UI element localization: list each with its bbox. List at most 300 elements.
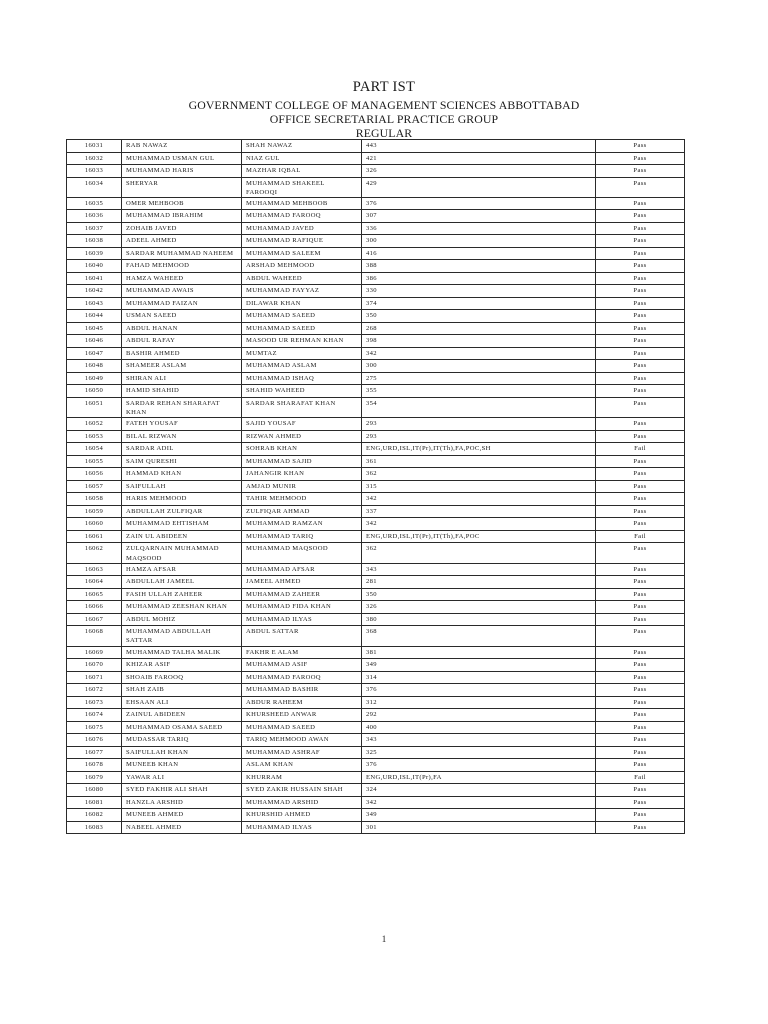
marks-cell: 376 bbox=[362, 684, 596, 697]
marks-cell: 336 bbox=[362, 222, 596, 235]
result-cell: Pass bbox=[596, 322, 685, 335]
roll-number-cell: 16051 bbox=[67, 397, 122, 417]
result-cell: Pass bbox=[596, 430, 685, 443]
result-cell: Pass bbox=[596, 165, 685, 178]
student-name-cell: OMER MEHBOOB bbox=[122, 197, 242, 210]
result-cell: Pass bbox=[596, 626, 685, 646]
result-cell: Pass bbox=[596, 480, 685, 493]
result-cell: Pass bbox=[596, 709, 685, 722]
marks-cell: 343 bbox=[362, 563, 596, 576]
roll-number-cell: 16044 bbox=[67, 310, 122, 323]
result-cell: Pass bbox=[596, 335, 685, 348]
roll-number-cell: 16057 bbox=[67, 480, 122, 493]
result-cell: Pass bbox=[596, 272, 685, 285]
roll-number-cell: 16036 bbox=[67, 210, 122, 223]
roll-number-cell: 16033 bbox=[67, 165, 122, 178]
table-row bbox=[67, 177, 685, 197]
roll-number-cell: 16053 bbox=[67, 430, 122, 443]
table-row bbox=[67, 601, 685, 614]
marks-cell: 368 bbox=[362, 626, 596, 646]
roll-number-cell: 16080 bbox=[67, 784, 122, 797]
father-name-cell: MUHAMMAD SAEED bbox=[242, 310, 362, 323]
father-name-cell: TAHIR MEHMOOD bbox=[242, 493, 362, 506]
result-cell: Pass bbox=[596, 235, 685, 248]
result-cell: Pass bbox=[596, 418, 685, 431]
table-row bbox=[67, 360, 685, 373]
student-name-cell: FAHAD MEHMOOD bbox=[122, 260, 242, 273]
marks-cell: 275 bbox=[362, 372, 596, 385]
student-name-cell: SHIRAN ALI bbox=[122, 372, 242, 385]
marks-cell: 354 bbox=[362, 397, 596, 417]
result-cell: Pass bbox=[596, 210, 685, 223]
table-row bbox=[67, 505, 685, 518]
table-row bbox=[67, 696, 685, 709]
father-name-cell: MUHAMMAD ARSHID bbox=[242, 796, 362, 809]
marks-cell: 416 bbox=[362, 247, 596, 260]
table-row bbox=[67, 247, 685, 260]
table-row bbox=[67, 784, 685, 797]
roll-number-cell: 16043 bbox=[67, 297, 122, 310]
father-name-cell: MUHAMMAD JAVED bbox=[242, 222, 362, 235]
result-cell: Pass bbox=[596, 734, 685, 747]
marks-cell: 312 bbox=[362, 696, 596, 709]
father-name-cell: ABDUR RAHEEM bbox=[242, 696, 362, 709]
result-cell: Fail bbox=[596, 530, 685, 543]
roll-number-cell: 16048 bbox=[67, 360, 122, 373]
father-name-cell: SHAH NAWAZ bbox=[242, 140, 362, 153]
result-cell: Pass bbox=[596, 684, 685, 697]
marks-cell: 350 bbox=[362, 310, 596, 323]
father-name-cell: MUMTAZ bbox=[242, 347, 362, 360]
father-name-cell: MUHAMMAD ASHRAF bbox=[242, 746, 362, 759]
father-name-cell: KHURRAM bbox=[242, 771, 362, 784]
table-row bbox=[67, 322, 685, 335]
father-name-cell: SAJID YOUSAF bbox=[242, 418, 362, 431]
roll-number-cell: 16065 bbox=[67, 588, 122, 601]
table-row bbox=[67, 310, 685, 323]
student-name-cell: BASHIR AHMED bbox=[122, 347, 242, 360]
result-cell: Pass bbox=[596, 821, 685, 834]
father-name-cell: MUHAMMAD ILYAS bbox=[242, 821, 362, 834]
result-cell: Pass bbox=[596, 563, 685, 576]
student-name-cell: MUHAMMAD FAIZAN bbox=[122, 297, 242, 310]
table-row bbox=[67, 588, 685, 601]
father-name-cell: MUHAMMAD MAQSOOD bbox=[242, 543, 362, 563]
marks-cell: 293 bbox=[362, 418, 596, 431]
table-row bbox=[67, 518, 685, 531]
father-name-cell: MASOOD UR REHMAN KHAN bbox=[242, 335, 362, 348]
marks-cell: 400 bbox=[362, 721, 596, 734]
roll-number-cell: 16056 bbox=[67, 468, 122, 481]
roll-number-cell: 16070 bbox=[67, 659, 122, 672]
marks-cell: 301 bbox=[362, 821, 596, 834]
roll-number-cell: 16068 bbox=[67, 626, 122, 646]
student-name-cell: SARDAR ADIL bbox=[122, 443, 242, 456]
roll-number-cell: 16042 bbox=[67, 285, 122, 298]
father-name-cell: ABDUL WAHEED bbox=[242, 272, 362, 285]
table-row bbox=[67, 235, 685, 248]
roll-number-cell: 16078 bbox=[67, 759, 122, 772]
table-row bbox=[67, 530, 685, 543]
father-name-cell: TARIQ MEHMOOD AWAN bbox=[242, 734, 362, 747]
result-cell: Fail bbox=[596, 771, 685, 784]
marks-cell: 342 bbox=[362, 518, 596, 531]
student-name-cell: ABDUL MOHIZ bbox=[122, 613, 242, 626]
result-cell: Pass bbox=[596, 784, 685, 797]
table-row bbox=[67, 385, 685, 398]
result-cell: Pass bbox=[596, 543, 685, 563]
result-cell: Pass bbox=[596, 247, 685, 260]
result-cell: Pass bbox=[596, 746, 685, 759]
father-name-cell: MUHAMMAD FAROOQ bbox=[242, 671, 362, 684]
roll-number-cell: 16066 bbox=[67, 601, 122, 614]
student-name-cell: ZAIN UL ABIDEEN bbox=[122, 530, 242, 543]
table-row bbox=[67, 285, 685, 298]
marks-cell: 349 bbox=[362, 809, 596, 822]
result-cell: Pass bbox=[596, 671, 685, 684]
father-name-cell: MUHAMMAD AFSAR bbox=[242, 563, 362, 576]
student-name-cell: RAB NAWAZ bbox=[122, 140, 242, 153]
student-name-cell: ZOHAIB JAVED bbox=[122, 222, 242, 235]
result-cell: Pass bbox=[596, 659, 685, 672]
roll-number-cell: 16052 bbox=[67, 418, 122, 431]
father-name-cell: MUHAMMAD SAEED bbox=[242, 322, 362, 335]
marks-cell: 429 bbox=[362, 177, 596, 197]
marks-cell: 376 bbox=[362, 759, 596, 772]
roll-number-cell: 16045 bbox=[67, 322, 122, 335]
roll-number-cell: 16031 bbox=[67, 140, 122, 153]
father-name-cell: MUHAMMAD SHAKEEL FAROOQI bbox=[242, 177, 362, 197]
marks-cell: 421 bbox=[362, 152, 596, 165]
roll-number-cell: 16060 bbox=[67, 518, 122, 531]
father-name-cell: MUHAMMAD MEHBOOB bbox=[242, 197, 362, 210]
student-name-cell: MUHAMMAD IBRAHIM bbox=[122, 210, 242, 223]
result-cell: Pass bbox=[596, 601, 685, 614]
roll-number-cell: 16077 bbox=[67, 746, 122, 759]
roll-number-cell: 16071 bbox=[67, 671, 122, 684]
father-name-cell: JAMEEL AHMED bbox=[242, 576, 362, 589]
marks-cell: 380 bbox=[362, 613, 596, 626]
result-cell: Pass bbox=[596, 576, 685, 589]
father-name-cell: DILAWAR KHAN bbox=[242, 297, 362, 310]
marks-cell: 326 bbox=[362, 601, 596, 614]
student-name-cell: FATEH YOUSAF bbox=[122, 418, 242, 431]
marks-cell: 355 bbox=[362, 385, 596, 398]
marks-cell: 349 bbox=[362, 659, 596, 672]
father-name-cell: KHURSHID AHMED bbox=[242, 809, 362, 822]
result-cell: Pass bbox=[596, 493, 685, 506]
roll-number-cell: 16073 bbox=[67, 696, 122, 709]
student-name-cell: ABDULLAH ZULFIQAR bbox=[122, 505, 242, 518]
result-cell: Pass bbox=[596, 696, 685, 709]
roll-number-cell: 16083 bbox=[67, 821, 122, 834]
marks-cell: 343 bbox=[362, 734, 596, 747]
marks-cell: 337 bbox=[362, 505, 596, 518]
group-name: OFFICE SECRETARIAL PRACTICE GROUP bbox=[269, 112, 499, 126]
roll-number-cell: 16049 bbox=[67, 372, 122, 385]
student-name-cell: SARDAR MUHAMMAD NAHEEM bbox=[122, 247, 242, 260]
roll-number-cell: 16072 bbox=[67, 684, 122, 697]
table-row bbox=[67, 543, 685, 563]
student-name-cell: MUHAMMAD ZEESHAN KHAN bbox=[122, 601, 242, 614]
roll-number-cell: 16050 bbox=[67, 385, 122, 398]
marks-cell: 268 bbox=[362, 322, 596, 335]
result-cell: Pass bbox=[596, 385, 685, 398]
roll-number-cell: 16046 bbox=[67, 335, 122, 348]
marks-cell: 362 bbox=[362, 543, 596, 563]
result-cell: Pass bbox=[596, 397, 685, 417]
father-name-cell: SOHRAB KHAN bbox=[242, 443, 362, 456]
father-name-cell: MUHAMMAD RAFIQUE bbox=[242, 235, 362, 248]
father-name-cell: MUHAMMAD FAYYAZ bbox=[242, 285, 362, 298]
father-name-cell: MAZHAR IQBAL bbox=[242, 165, 362, 178]
table-row bbox=[67, 821, 685, 834]
roll-number-cell: 16064 bbox=[67, 576, 122, 589]
table-row bbox=[67, 430, 685, 443]
result-cell: Pass bbox=[596, 796, 685, 809]
marks-cell: 362 bbox=[362, 468, 596, 481]
institution-name: GOVERNMENT COLLEGE OF MANAGEMENT SCIENCES ABBOTTABAD bbox=[188, 98, 580, 112]
table-row bbox=[67, 709, 685, 722]
marks-cell: 386 bbox=[362, 272, 596, 285]
marks-cell: 281 bbox=[362, 576, 596, 589]
student-name-cell: MUHAMMAD AWAIS bbox=[122, 285, 242, 298]
student-name-cell: MUHAMMAD HARIS bbox=[122, 165, 242, 178]
student-name-cell: HAMZA WAHEED bbox=[122, 272, 242, 285]
student-name-cell: EHSAAN ALI bbox=[122, 696, 242, 709]
roll-number-cell: 16069 bbox=[67, 646, 122, 659]
table-row bbox=[67, 272, 685, 285]
table-row bbox=[67, 796, 685, 809]
student-name-cell: HAMMAD KHAN bbox=[122, 468, 242, 481]
roll-number-cell: 16075 bbox=[67, 721, 122, 734]
father-name-cell: FAKHR E ALAM bbox=[242, 646, 362, 659]
father-name-cell: ARSHAD MEHMOOD bbox=[242, 260, 362, 273]
father-name-cell: NIAZ GUL bbox=[242, 152, 362, 165]
table-row bbox=[67, 493, 685, 506]
father-name-cell: MUHAMMAD TARIQ bbox=[242, 530, 362, 543]
result-cell: Pass bbox=[596, 140, 685, 153]
student-name-cell: HANZLA ARSHID bbox=[122, 796, 242, 809]
marks-cell: 293 bbox=[362, 430, 596, 443]
roll-number-cell: 16039 bbox=[67, 247, 122, 260]
marks-cell: 342 bbox=[362, 347, 596, 360]
father-name-cell: MUHAMMAD ISHAQ bbox=[242, 372, 362, 385]
marks-cell: 388 bbox=[362, 260, 596, 273]
table-row bbox=[67, 372, 685, 385]
student-name-cell: SARDAR REHAN SHARAFAT KHAN bbox=[122, 397, 242, 417]
father-name-cell: MUHAMMAD SAJID bbox=[242, 455, 362, 468]
result-cell: Pass bbox=[596, 222, 685, 235]
roll-number-cell: 16047 bbox=[67, 347, 122, 360]
roll-number-cell: 16079 bbox=[67, 771, 122, 784]
result-cell: Pass bbox=[596, 646, 685, 659]
table-row bbox=[67, 468, 685, 481]
roll-number-cell: 16054 bbox=[67, 443, 122, 456]
roll-number-cell: 16038 bbox=[67, 235, 122, 248]
student-name-cell: ABDULLAH JAMEEL bbox=[122, 576, 242, 589]
table-row bbox=[67, 809, 685, 822]
roll-number-cell: 16032 bbox=[67, 152, 122, 165]
page-number: 1 bbox=[381, 934, 387, 944]
result-cell: Pass bbox=[596, 285, 685, 298]
result-cell: Pass bbox=[596, 505, 685, 518]
father-name-cell: MUHAMMAD SAEED bbox=[242, 721, 362, 734]
student-name-cell: ZULQARNAIN MUHAMMAD MAQSOOD bbox=[122, 543, 242, 563]
student-name-cell: MUHAMMAD EHTISHAM bbox=[122, 518, 242, 531]
result-cell: Pass bbox=[596, 177, 685, 197]
table-row bbox=[67, 297, 685, 310]
marks-cell: 342 bbox=[362, 493, 596, 506]
table-row bbox=[67, 734, 685, 747]
marks-cell: 300 bbox=[362, 360, 596, 373]
marks-cell: 330 bbox=[362, 285, 596, 298]
marks-cell: 307 bbox=[362, 210, 596, 223]
student-name-cell: NABEEL AHMED bbox=[122, 821, 242, 834]
result-cell: Pass bbox=[596, 588, 685, 601]
marks-cell: 350 bbox=[362, 588, 596, 601]
student-name-cell: ADEEL AHMED bbox=[122, 235, 242, 248]
marks-cell: 342 bbox=[362, 796, 596, 809]
roll-number-cell: 16074 bbox=[67, 709, 122, 722]
result-cell: Pass bbox=[596, 455, 685, 468]
result-cell: Pass bbox=[596, 809, 685, 822]
father-name-cell: MUHAMMAD ASLAM bbox=[242, 360, 362, 373]
result-cell: Pass bbox=[596, 721, 685, 734]
table-row bbox=[67, 455, 685, 468]
father-name-cell: SARDAR SHARAFAT KHAN bbox=[242, 397, 362, 417]
table-row bbox=[67, 576, 685, 589]
student-name-cell: HARIS MEHMOOD bbox=[122, 493, 242, 506]
marks-cell: 376 bbox=[362, 197, 596, 210]
result-cell: Pass bbox=[596, 297, 685, 310]
marks-cell: 361 bbox=[362, 455, 596, 468]
table-row bbox=[67, 260, 685, 273]
table-row bbox=[67, 480, 685, 493]
table-row bbox=[67, 197, 685, 210]
table-row bbox=[67, 418, 685, 431]
student-name-cell: FASIH ULLAH ZAHEER bbox=[122, 588, 242, 601]
father-name-cell: MUHAMMAD SALEEM bbox=[242, 247, 362, 260]
roll-number-cell: 16082 bbox=[67, 809, 122, 822]
student-name-cell: ABDUL RAFAY bbox=[122, 335, 242, 348]
student-name-cell: MUHAMMAD USMAN GUL bbox=[122, 152, 242, 165]
father-name-cell: SHAHID WAHEED bbox=[242, 385, 362, 398]
student-name-cell: HAMID SHAHID bbox=[122, 385, 242, 398]
result-cell: Pass bbox=[596, 613, 685, 626]
student-name-cell: SHERYAR bbox=[122, 177, 242, 197]
father-name-cell: MUHAMMAD FIDA KHAN bbox=[242, 601, 362, 614]
roll-number-cell: 16063 bbox=[67, 563, 122, 576]
father-name-cell: MUHAMMAD ILYAS bbox=[242, 613, 362, 626]
marks-cell: 381 bbox=[362, 646, 596, 659]
table-row bbox=[67, 397, 685, 417]
roll-number-cell: 16059 bbox=[67, 505, 122, 518]
result-cell: Pass bbox=[596, 759, 685, 772]
father-name-cell: SYED ZAKIR HUSSAIN SHAH bbox=[242, 784, 362, 797]
student-name-cell: BILAL RIZWAN bbox=[122, 430, 242, 443]
roll-number-cell: 16061 bbox=[67, 530, 122, 543]
roll-number-cell: 16076 bbox=[67, 734, 122, 747]
father-name-cell: ASLAM KHAN bbox=[242, 759, 362, 772]
father-name-cell: MUHAMMAD BASHIR bbox=[242, 684, 362, 697]
student-name-cell: MUHAMMAD OSAMA SAEED bbox=[122, 721, 242, 734]
father-name-cell: JAHANGIR KHAN bbox=[242, 468, 362, 481]
student-name-cell: SAIFULLAH KHAN bbox=[122, 746, 242, 759]
result-cell: Pass bbox=[596, 372, 685, 385]
roll-number-cell: 16067 bbox=[67, 613, 122, 626]
table-row bbox=[67, 335, 685, 348]
results-table-body bbox=[67, 140, 685, 834]
roll-number-cell: 16037 bbox=[67, 222, 122, 235]
student-name-cell: HAMZA AFSAR bbox=[122, 563, 242, 576]
table-row bbox=[67, 746, 685, 759]
marks-cell: ENG,URD,ISL,IT(Pr),FA bbox=[362, 771, 596, 784]
student-name-cell: USMAN SAEED bbox=[122, 310, 242, 323]
father-name-cell: ZULFIQAR AHMAD bbox=[242, 505, 362, 518]
marks-cell: 443 bbox=[362, 140, 596, 153]
marks-cell: 314 bbox=[362, 671, 596, 684]
result-cell: Pass bbox=[596, 518, 685, 531]
result-cell: Pass bbox=[596, 347, 685, 360]
student-name-cell: ABDUL HANAN bbox=[122, 322, 242, 335]
table-row bbox=[67, 152, 685, 165]
roll-number-cell: 16041 bbox=[67, 272, 122, 285]
father-name-cell: MUHAMMAD ASIF bbox=[242, 659, 362, 672]
marks-cell: 324 bbox=[362, 784, 596, 797]
student-name-cell: SHAH ZAIB bbox=[122, 684, 242, 697]
student-name-cell: MUNEEB KHAN bbox=[122, 759, 242, 772]
table-row bbox=[67, 759, 685, 772]
result-cell: Pass bbox=[596, 360, 685, 373]
table-row bbox=[67, 443, 685, 456]
table-row bbox=[67, 671, 685, 684]
father-name-cell: MUHAMMAD ZAHEER bbox=[242, 588, 362, 601]
student-name-cell: MUDASSAR TARIQ bbox=[122, 734, 242, 747]
result-cell: Pass bbox=[596, 468, 685, 481]
marks-cell: 300 bbox=[362, 235, 596, 248]
student-name-cell: KHIZAR ASIF bbox=[122, 659, 242, 672]
table-row bbox=[67, 771, 685, 784]
marks-cell: 292 bbox=[362, 709, 596, 722]
student-name-cell: SAIM QURESHI bbox=[122, 455, 242, 468]
marks-cell: 315 bbox=[362, 480, 596, 493]
father-name-cell: AMJAD MUNIR bbox=[242, 480, 362, 493]
roll-number-cell: 16062 bbox=[67, 543, 122, 563]
result-cell: Pass bbox=[596, 260, 685, 273]
table-row bbox=[67, 613, 685, 626]
table-row bbox=[67, 210, 685, 223]
roll-number-cell: 16058 bbox=[67, 493, 122, 506]
roll-number-cell: 16040 bbox=[67, 260, 122, 273]
results-table bbox=[66, 139, 685, 834]
student-name-cell: SAIFULLAH bbox=[122, 480, 242, 493]
result-cell: Pass bbox=[596, 197, 685, 210]
table-row bbox=[67, 684, 685, 697]
table-row bbox=[67, 646, 685, 659]
father-name-cell: KHURSHEED ANWAR bbox=[242, 709, 362, 722]
table-row bbox=[67, 721, 685, 734]
table-row bbox=[67, 165, 685, 178]
result-cell: Pass bbox=[596, 310, 685, 323]
category-label: REGULAR bbox=[355, 126, 413, 140]
table-row bbox=[67, 140, 685, 153]
table-row bbox=[67, 563, 685, 576]
roll-number-cell: 16034 bbox=[67, 177, 122, 197]
table-row bbox=[67, 659, 685, 672]
father-name-cell: RIZWAN AHMED bbox=[242, 430, 362, 443]
father-name-cell: MUHAMMAD FAROOQ bbox=[242, 210, 362, 223]
